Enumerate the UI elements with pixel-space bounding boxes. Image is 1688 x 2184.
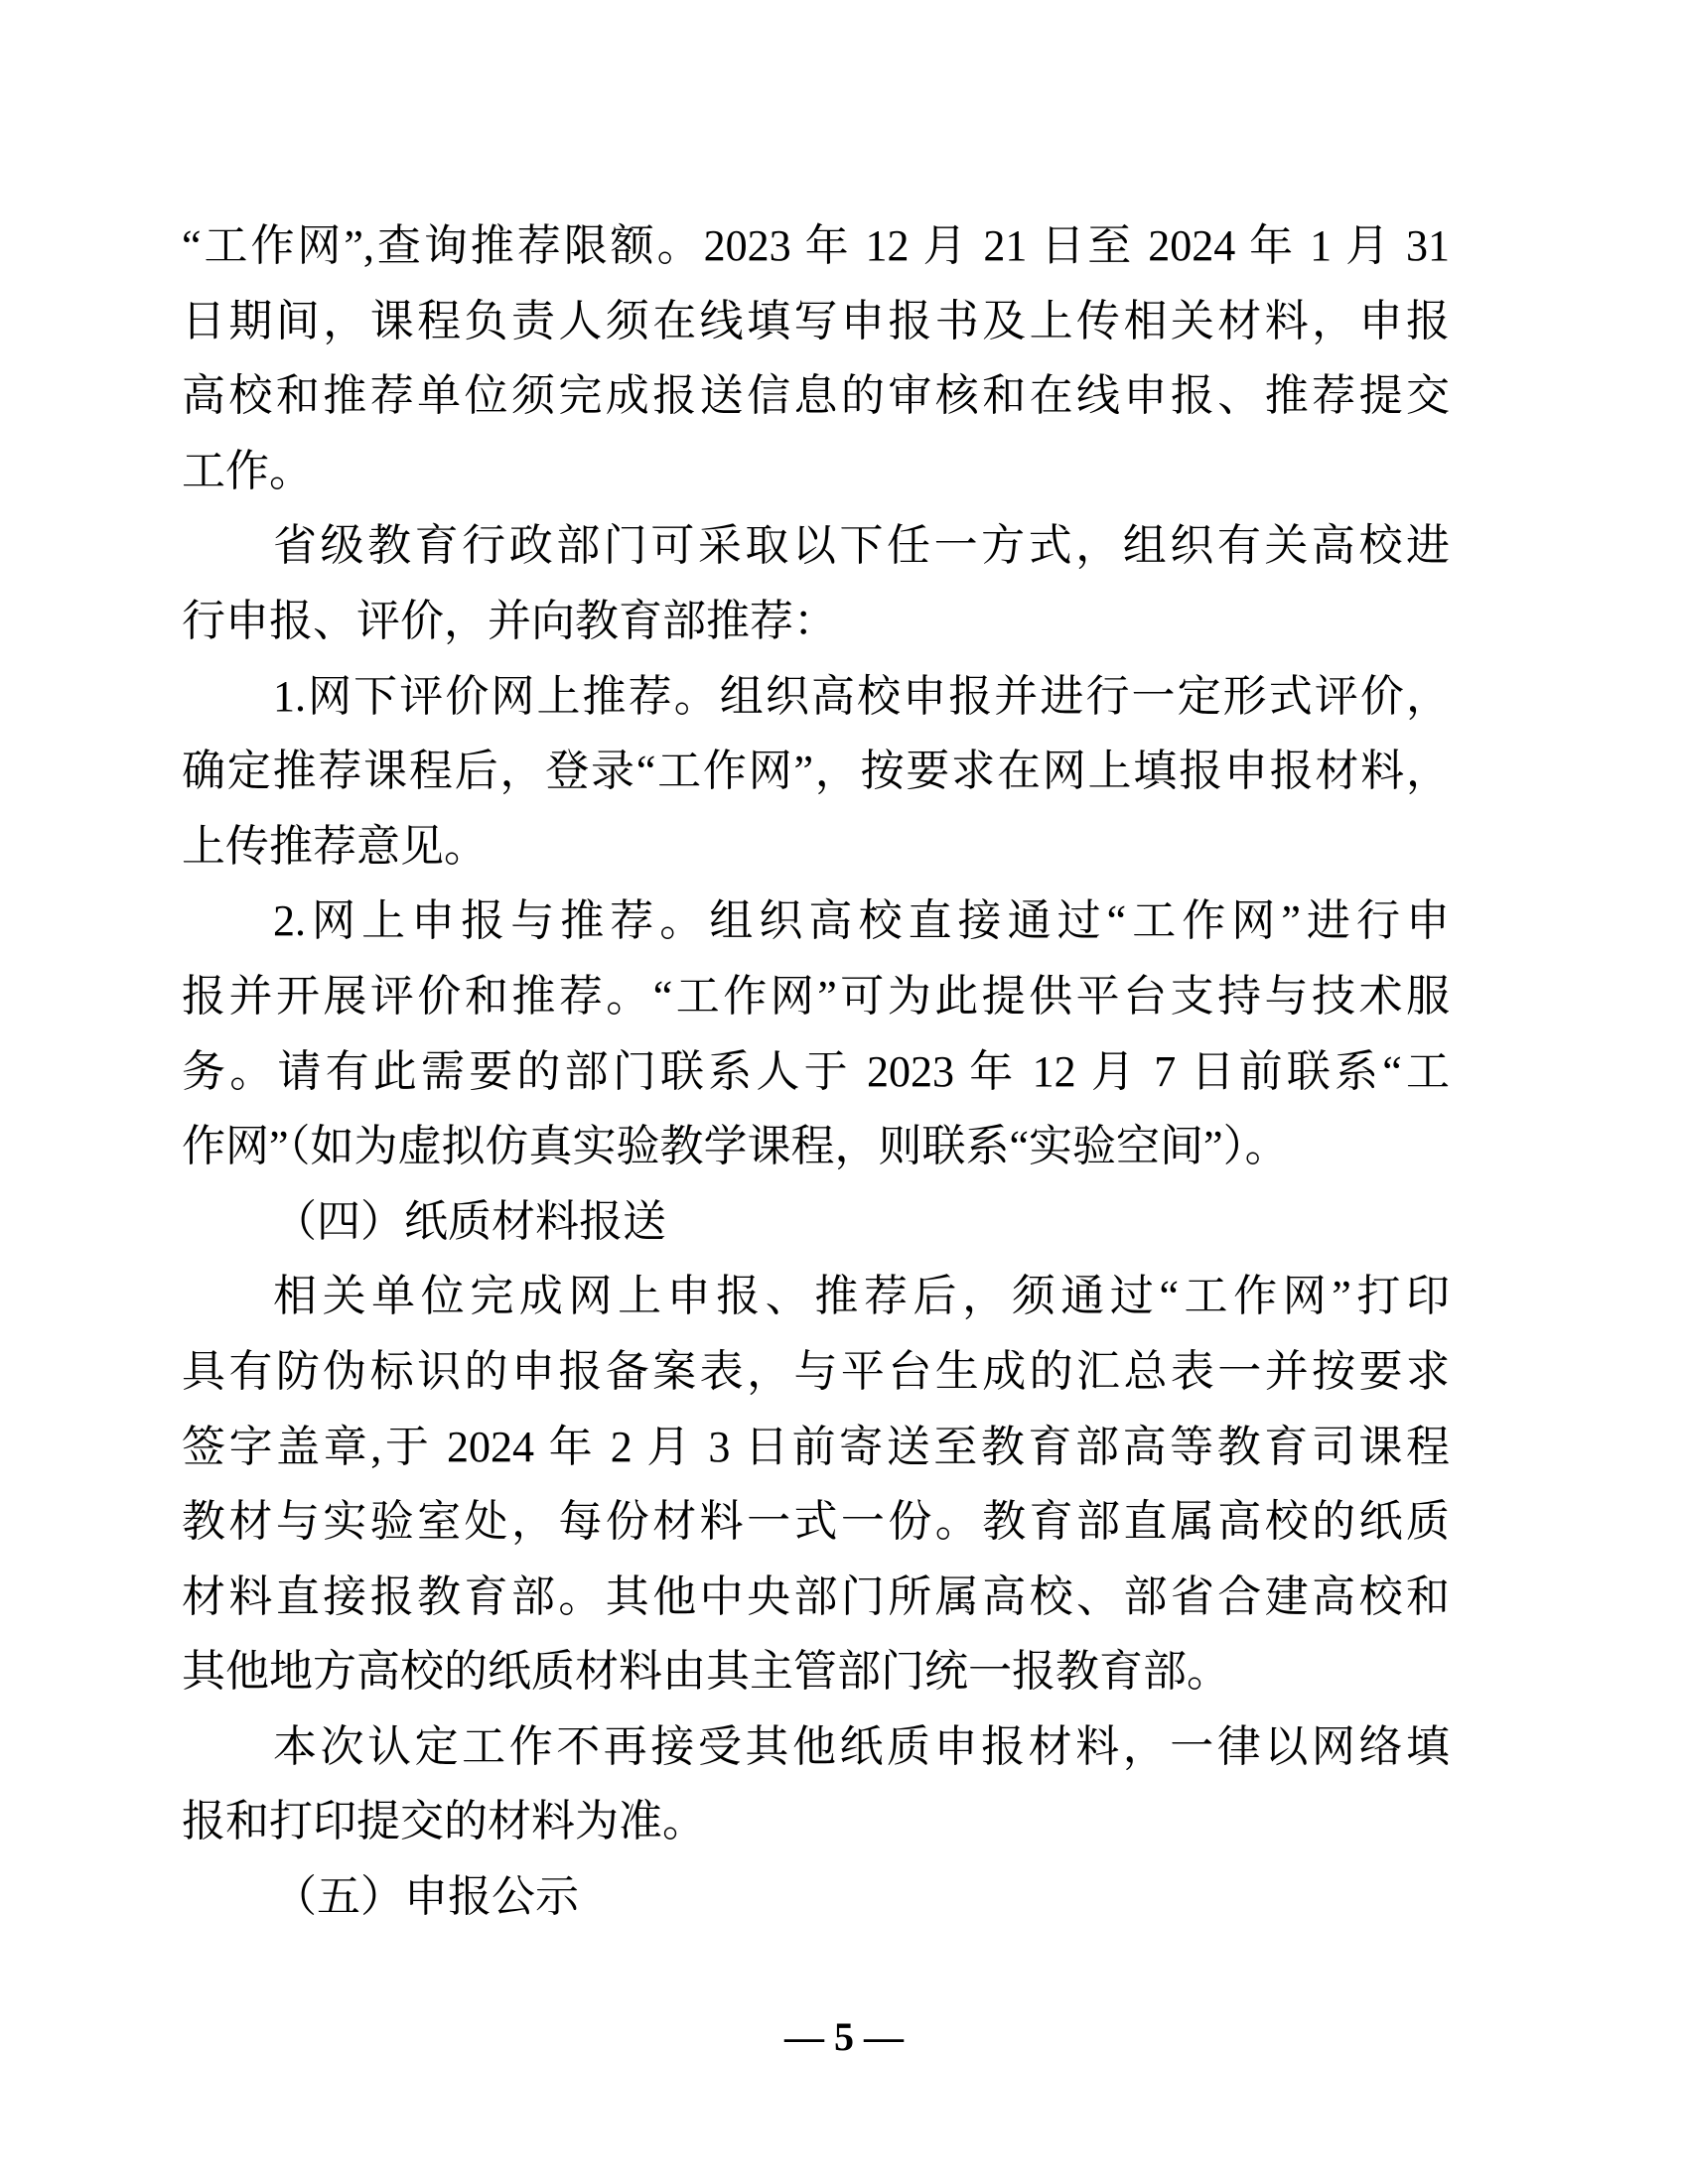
text-line: 工作。 [182,446,313,495]
text-line: 教材与实验室处，每份材料一式一份。教育部直属高校的纸质 [182,1497,1450,1547]
text-line: 务。请有此需要的部门联系人于 2023 年 12 月 7 日前联系“工 [182,1046,1450,1096]
text-line: 省级教育行政部门可采取以下任一方式，组织有关高校进 [273,521,1450,571]
section-heading: （四）纸质材料报送 [273,1196,666,1246]
page-number: — 5 — [784,2014,904,2059]
text-line: 报并开展评价和推荐。“工作网”可为此提供平台支持与技术服 [182,971,1450,1021]
text-line: 2.网上申报与推荐。组织高校直接通过“工作网”进行申 [273,896,1450,946]
text-line: 上传推荐意见。 [182,821,488,871]
text-line: 日期间，课程负责人须在线填写申报书及上传相关材料，申报 [182,296,1450,345]
text-line: 其他地方高校的纸质材料由其主管部门统一报教育部。 [182,1647,1230,1697]
text-line: 相关单位完成网上申报、推荐后，须通过“工作网”打印 [273,1272,1450,1321]
text-line: 具有防伪标识的申报备案表，与平台生成的汇总表一并按要求 [182,1346,1450,1396]
text-line: 报和打印提交的材料为准。 [182,1797,706,1846]
text-line: “工作网”,查询推荐限额。2023 年 12 月 21 日至 2024 年 1 月 31 [182,221,1450,270]
text-line: 作网”（如为虚拟仿真实验教学课程，则联系“实验空间”）。 [182,1122,1289,1171]
text-line: 1.网下评价网上推荐。组织高校申报并进行一定形式评价， [273,671,1450,721]
page-footer [0,2007,1688,2067]
section-heading: （五）申报公示 [273,1872,579,1922]
document-body [182,208,1450,1935]
text-line: 行申报、评价，并向教育部推荐： [182,596,837,645]
text-line: 高校和推荐单位须完成报送信息的审核和在线申报、推荐提交 [182,371,1450,421]
text-line: 签字盖章,于 2024 年 2 月 3 日前寄送至教育部高等教育司课程 [182,1422,1450,1471]
text-line: 本次认定工作不再接受其他纸质申报材料，一律以网络填 [273,1721,1450,1771]
text-line: 材料直接报教育部。其他中央部门所属高校、部省合建高校和 [182,1571,1450,1621]
text-line: 确定推荐课程后，登录“工作网”，按要求在网上填报申报材料， [182,747,1450,796]
